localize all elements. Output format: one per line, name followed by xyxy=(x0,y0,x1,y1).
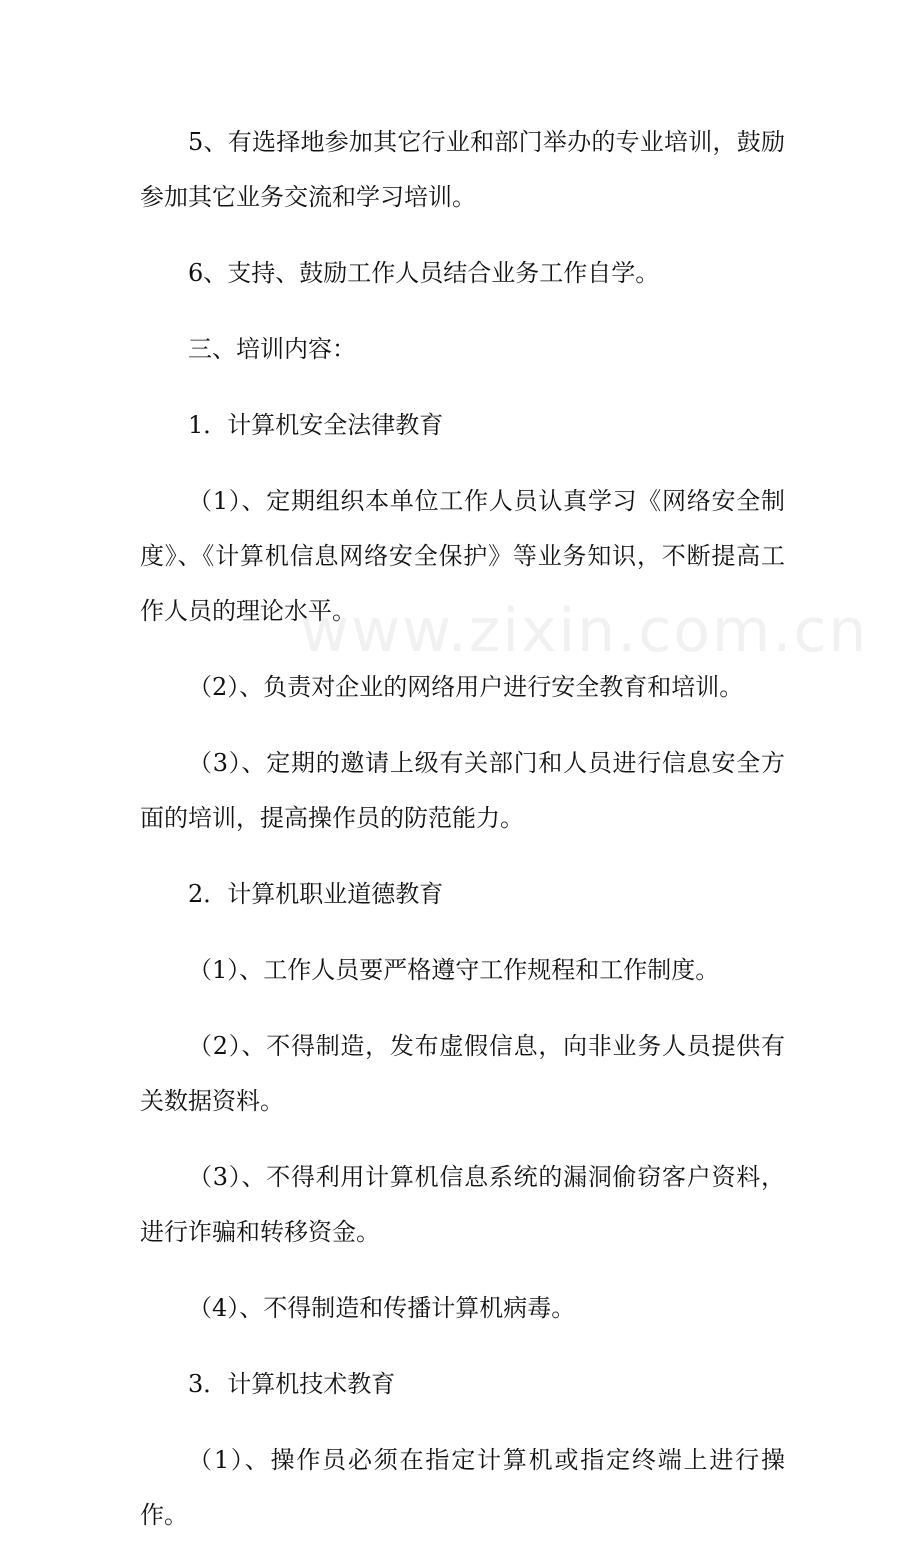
ethics-item-4: （4）、不得制造和传播计算机病毒。 xyxy=(188,1294,576,1322)
subheading-technical-education: 3．计算机技术教育 xyxy=(188,1370,396,1398)
ethics-item-3: （3）、不得利用计算机信息系统的漏洞偷窃客户资料，进行诈骗和转移资金。 xyxy=(140,1163,785,1246)
section-heading-training-content: 三、培训内容： xyxy=(188,335,356,363)
ethics-item-1: （1）、工作人员要严格遵守工作规程和工作制度。 xyxy=(188,956,720,984)
paragraph-6: 6、支持、鼓励工作人员结合业务工作自学。 xyxy=(188,259,660,287)
document-body xyxy=(140,115,785,1564)
legal-item-3: （3）、定期的邀请上级有关部门和人员进行信息安全方面的培训，提高操作员的防范能力。 xyxy=(140,749,785,832)
legal-item-1: （1）、定期组织本单位工作人员认真学习《网络安全制度》、《计算机信息网络安全保护》等业务知识，不断提高工作人员的理论水平。 xyxy=(140,487,785,625)
subheading-legal-education: 1．计算机安全法律教育 xyxy=(188,411,444,439)
legal-item-2: （2）、负责对企业的网络用户进行安全教育和培训。 xyxy=(188,673,744,701)
watermark-text: www.zixin.com.cn xyxy=(300,596,869,666)
paragraph-5: 5、有选择地参加其它行业和部门举办的专业培训，鼓励参加其它业务交流和学习培训。 xyxy=(140,128,785,211)
subheading-ethics-education: 2．计算机职业道德教育 xyxy=(188,880,444,908)
technical-item-1: （1）、操作员必须在指定计算机或指定终端上进行操作。 xyxy=(140,1446,785,1529)
ethics-item-2: （2）、不得制造，发布虚假信息，向非业务人员提供有关数据资料。 xyxy=(140,1032,785,1115)
